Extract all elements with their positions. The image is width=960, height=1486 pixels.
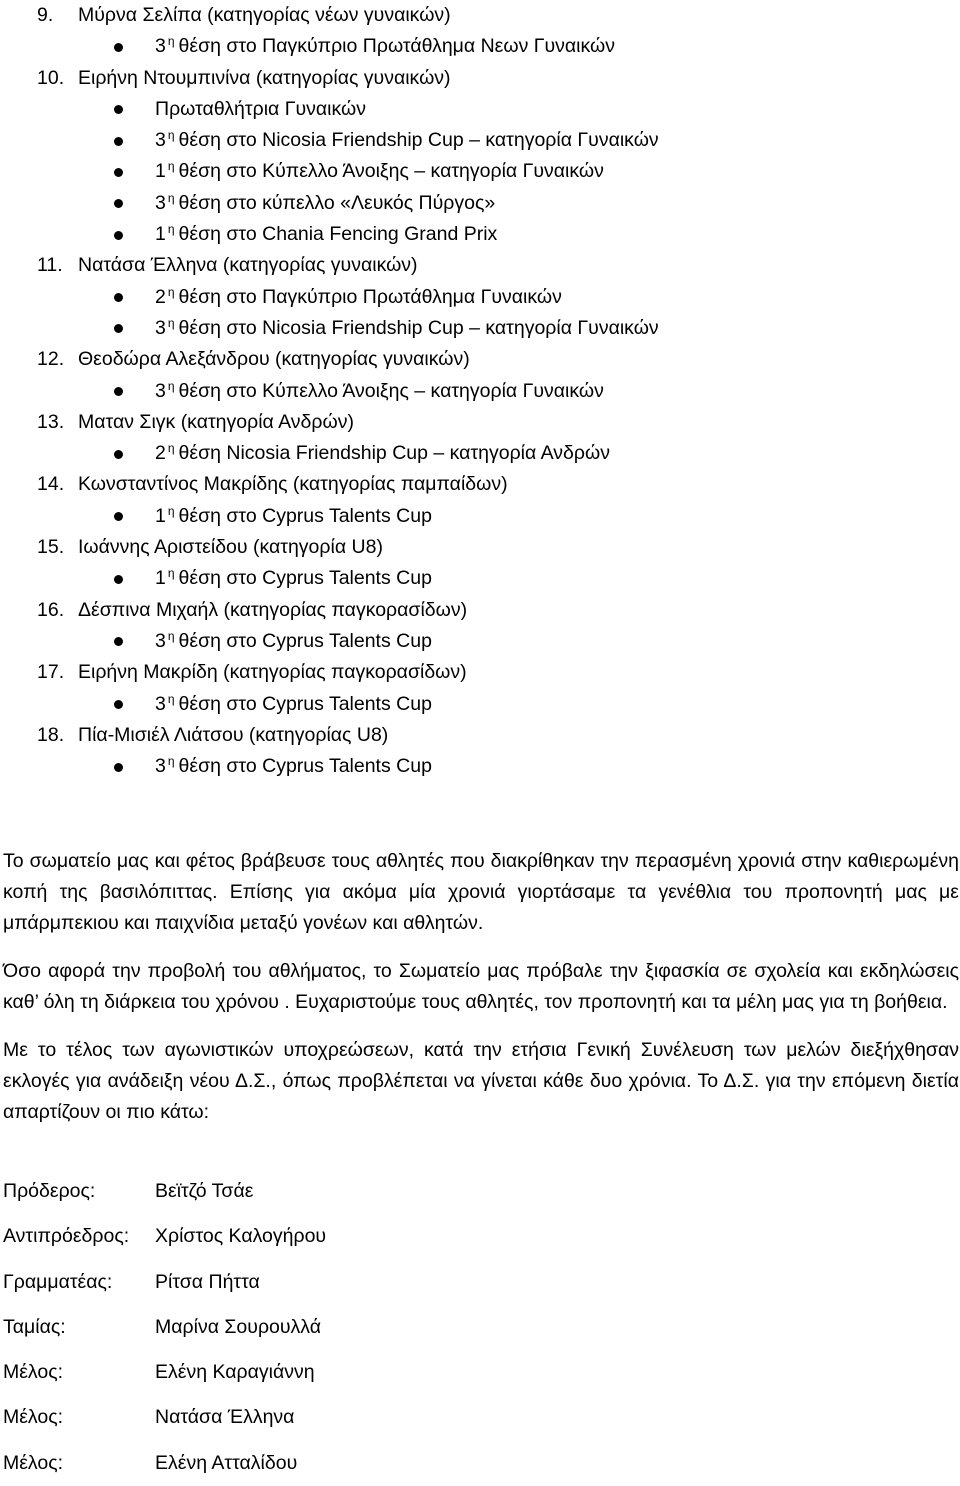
achievement-item: 1 $^\eta$ θέση στο Cyprus Talents Cup: [0, 501, 960, 532]
bullet-icon: [114, 637, 123, 646]
board-member-row: [3, 1395, 603, 1440]
athlete-name: Νατάσα Έλληνα (κατηγορίας γυναικών): [78, 254, 418, 277]
bullet-icon: [114, 324, 123, 333]
bullet-icon: [114, 105, 123, 114]
bullet-icon: [114, 575, 123, 584]
athlete-entry: [0, 532, 960, 595]
athlete-entry: [0, 407, 960, 470]
board-member-row: [3, 1169, 603, 1214]
achievement-item: 1 $^\eta$ θέση στο Cyprus Talents Cup: [0, 563, 960, 594]
board-member-name: Ελένη Ατταλίδου: [155, 1451, 298, 1474]
board-role: Μέλος:: [3, 1451, 64, 1474]
board-member-name: Μαρίνα Σουρουλλά: [155, 1315, 322, 1338]
athlete-entry: [0, 469, 960, 532]
athlete-number: 13.: [37, 410, 65, 433]
bullet-icon: [114, 199, 123, 208]
bullet-icon: [114, 700, 123, 709]
achievement-item: Πρωταθλήτρια Γυναικών: [0, 94, 960, 125]
board-member-name: Βεϊτζό Τσάε: [155, 1180, 254, 1202]
board-member-row: [3, 1441, 603, 1486]
achievement-item: 3 $^\eta$ θέση στο Cyprus Talents Cup: [0, 626, 960, 657]
athlete-name: Δέσπινα Μιχαήλ (κατηγορίας παγκορασίδων): [78, 598, 468, 621]
board-member-row: [3, 1214, 603, 1259]
bullet-icon: [114, 231, 123, 240]
board-role: Αντιπρόεδρος:: [3, 1225, 130, 1248]
athlete-number: 15.: [37, 536, 65, 559]
bullet-icon: [114, 293, 123, 302]
bullet-icon: [114, 763, 123, 772]
achievement-item: 1 $^\eta$ θέση στο Chania Fencing Grand Prix: [0, 219, 960, 250]
achievement-item: 1 $^\eta$ θέση στο Κύπελλο Άνοιξης – κατηγορία Γυναικών: [0, 156, 960, 187]
achievement-item: 3 $^\eta$ θέση στο κύπελλο «Λευκός Πύργος»: [0, 188, 960, 219]
athlete-entry: [0, 63, 960, 251]
athlete-entry: [0, 720, 960, 783]
bullet-icon: [114, 387, 123, 396]
board-role: Γραμματέας:: [3, 1270, 113, 1293]
athlete-name: Μύρνα Σελίπα (κατηγορίας νέων γυναικών): [78, 4, 451, 26]
athlete-number: 11.: [37, 254, 63, 277]
achievement-item: 2 $^\eta$ θέση Nicosia Friendship Cup – κατηγορία Ανδρών: [0, 438, 960, 469]
athlete-entry: [0, 0, 960, 63]
board-role: Μέλος:: [3, 1361, 64, 1384]
athlete-number: 9.: [37, 4, 54, 26]
athlete-name: Ειρήνη Μακρίδη (κατηγορίας παγκορασίδων): [78, 661, 467, 684]
athlete-number: 12.: [37, 348, 65, 371]
athlete-name: Κωνσταντίνος Μακρίδης (κατηγορίας παμπαίδων): [78, 473, 508, 496]
bullet-icon: [114, 137, 123, 146]
achievement-item: 3 $^\eta$ θέση στο Nicosia Friendship Cup – κατηγορία Γυναικών: [0, 313, 960, 344]
board-member-row: [3, 1305, 603, 1350]
board-members-list: [3, 1169, 603, 1486]
athlete-number: 18.: [37, 723, 65, 746]
board-role: Πρόδερος:: [3, 1180, 96, 1202]
board-member-row: [3, 1260, 603, 1305]
athlete-number: 10.: [37, 66, 65, 89]
achievement-item: 3 $^\eta$ θέση στο Cyprus Talents Cup: [0, 689, 960, 720]
bullet-icon: [114, 168, 123, 177]
board-member-name: Ελένη Καραγιάννη: [155, 1361, 315, 1384]
bullet-icon: [114, 512, 123, 521]
athlete-entry: [0, 595, 960, 658]
board-role: Μέλος:: [3, 1406, 64, 1429]
board-member-name: Ρίτσα Πήττα: [155, 1270, 260, 1293]
athlete-entry: [0, 657, 960, 720]
body-paragraphs: [3, 846, 959, 1145]
athlete-name: Ματαν Σιγκ (κατηγορία Ανδρών): [78, 410, 354, 433]
athlete-number: 17.: [37, 661, 65, 684]
bullet-icon: [114, 450, 123, 459]
paragraph-awards: Το σωματείο μας και φέτος βράβευσε τους αθλητές που διακρίθηκαν την περασμένη χρονιά στην καθιερωμένη κοπή της βασιλόπιττας. Επίσης για ακόμα μία χρονιά γιορτάσαμε τα γενέθλια του προπονητή μας με μπάρμπεκιου και παιχνίδια μεταξύ γονέων και αθλητών.: [3, 850, 959, 934]
athlete-entry: [0, 344, 960, 407]
paragraph-promotion: Όσο αφορά την προβολή του αθλήματος, το Σωματείο μας πρόβαλε την ξιφασκία σε σχολεία και εκδηλώσεις καθ’ όλη τη διάρκεια του χρόνου . Ευχαριστούμε τους αθλητές, τον προπονητή και τα μέλη μας για τη βοήθεια.: [3, 960, 959, 1013]
achievement-item: 3 $^\eta$ θέση στο Παγκύπριο Πρωτάθλημα Νεων Γυναικών: [0, 31, 960, 62]
achievement-item: 3 $^\eta$ θέση στο Κύπελλο Άνοιξης – κατηγορία Γυναικών: [0, 376, 960, 407]
athlete-name: Ιωάννης Αριστείδου (κατηγορία U8): [78, 536, 383, 559]
athlete-entry: [0, 250, 960, 344]
athlete-name: Ειρήνη Ντουμπινίνα (κατηγορίας γυναικών): [78, 66, 451, 89]
athlete-number: 16.: [37, 598, 65, 621]
athlete-name: Θεοδώρα Αλεξάνδρου (κατηγορίας γυναικών): [78, 348, 470, 371]
bullet-icon: [114, 43, 123, 52]
board-member-name: Νατάσα Έλληνα: [155, 1406, 295, 1429]
achievement-item: 2 $^\eta$ θέση στο Παγκύπριο Πρωτάθλημα Γυναικών: [0, 282, 960, 313]
paragraph-elections: Με το τέλος των αγωνιστικών υποχρεώσεων, κατά την ετήσια Γενική Συνέλευση των μελών διεξήχθησαν εκλογές για ανάδειξη νέου Δ.Σ., όπως προβλέπεται να γίνεται κάθε δυο χρόνια. Το Δ.Σ. για την επόμενη διετία απαρτίζουν οι πιο κάτω:: [3, 1039, 959, 1123]
board-role: Ταμίας:: [3, 1315, 66, 1338]
board-member-name: Χρίστος Καλογήρου: [155, 1225, 327, 1248]
board-member-row: [3, 1350, 603, 1395]
athlete-name: Πία-Μισιέλ Λιάτσου (κατηγορίας U8): [78, 723, 389, 746]
achievement-item: 3 $^\eta$ θέση στο Nicosia Friendship Cup – κατηγορία Γυναικών: [0, 125, 960, 156]
achievement-item: 3 $^\eta$ θέση στο Cyprus Talents Cup: [0, 751, 960, 782]
athlete-number: 14.: [37, 473, 65, 496]
